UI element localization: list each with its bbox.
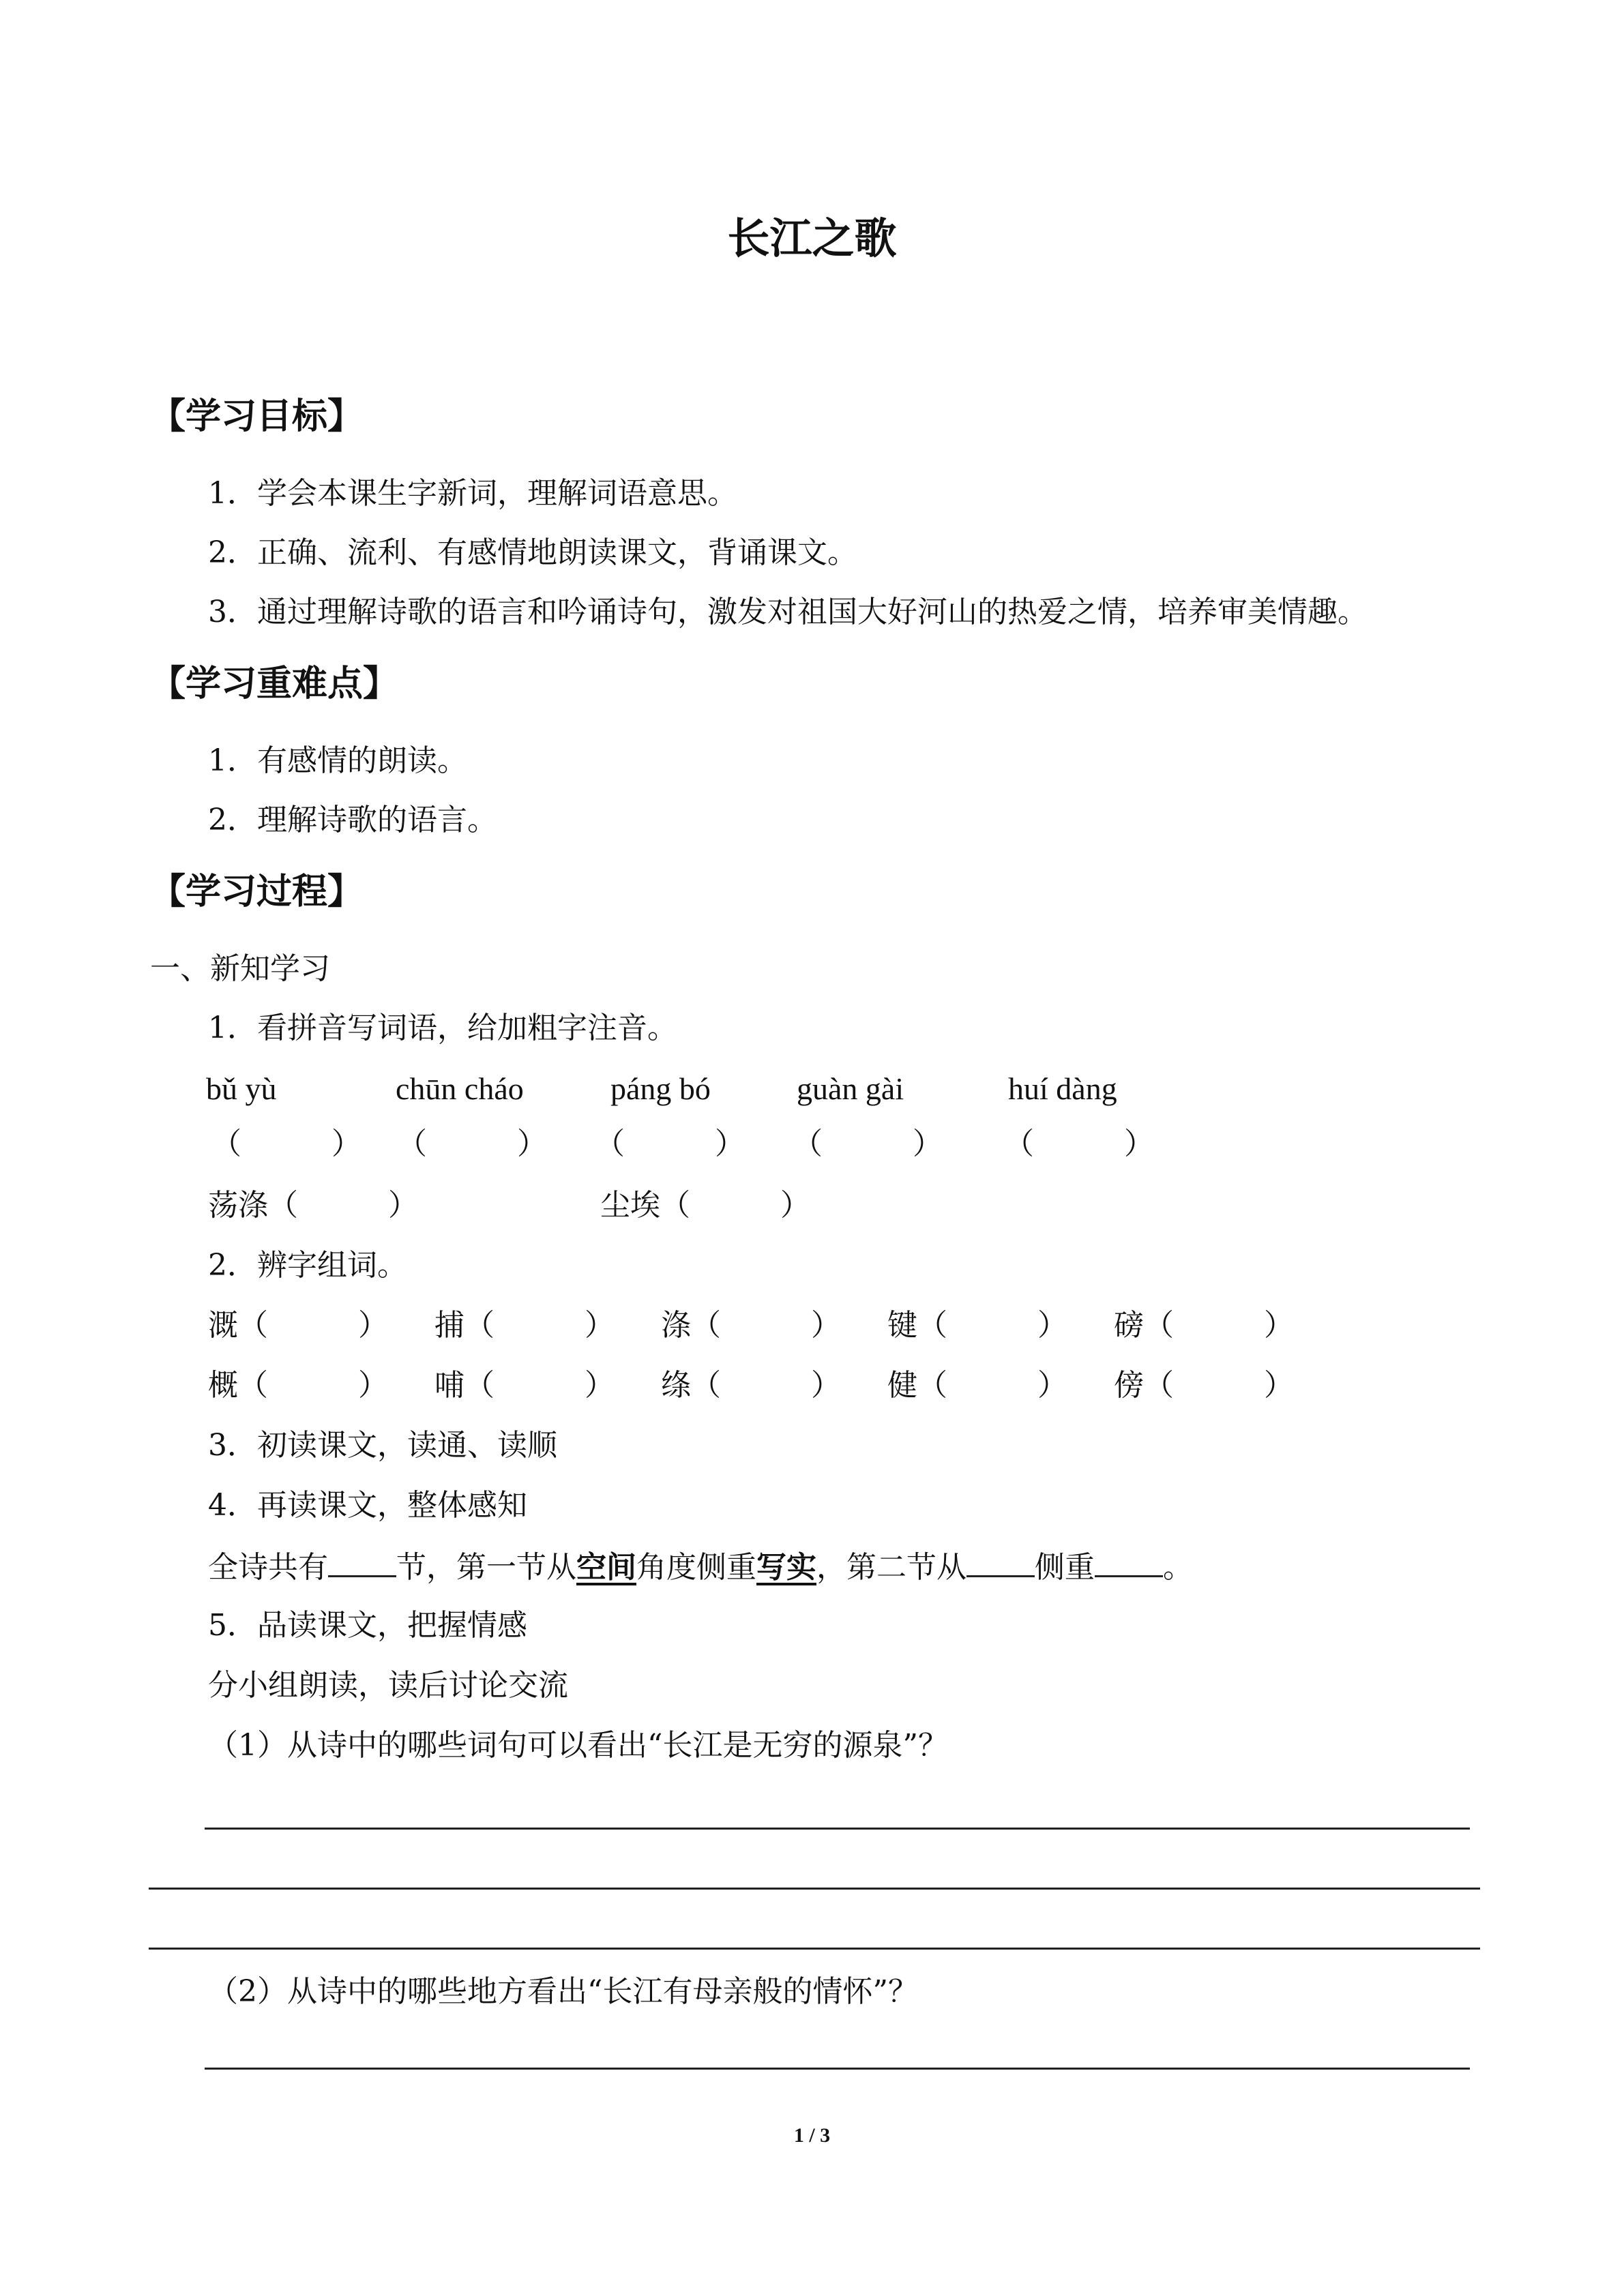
fill-example-word-2: 写实 <box>756 1550 816 1585</box>
annotate-word-1-text: 荡涤 <box>208 1188 268 1223</box>
char-blank-2-1[interactable]: （ ） <box>238 1368 388 1403</box>
char-blank-1-4[interactable]: （ ） <box>917 1308 1067 1343</box>
char-blank-2-4[interactable]: （ ） <box>917 1368 1067 1403</box>
annotate-word-2-text: 尘埃 <box>600 1188 660 1223</box>
question-2: 2．辨字组词。 <box>208 1248 407 1283</box>
question-5-subtitle: 分小组朗读，读后讨论交流 <box>208 1668 568 1703</box>
question-4-fill-line <box>208 1548 1193 1586</box>
char-blank-1-3[interactable]: （ ） <box>691 1308 841 1343</box>
fill-text-4: ，第二节从 <box>816 1550 966 1585</box>
part-heading: 一、新知学习 <box>150 951 330 986</box>
char-blank-2-5[interactable]: （ ） <box>1144 1368 1294 1403</box>
section-heading-key-points: 【学习重难点】 <box>150 663 399 704</box>
sub-question-2: （2）从诗中的哪些地方看出“长江有母亲般的情怀”？ <box>208 1974 918 2009</box>
char-2-1: 概 <box>208 1368 238 1403</box>
char-blank-1-1[interactable]: （ ） <box>238 1308 388 1343</box>
fill-blank-3[interactable] <box>1095 1548 1163 1577</box>
answer-line-3[interactable] <box>149 1948 1480 1950</box>
char-2-3: 绦 <box>661 1368 691 1403</box>
annotate-word-1-blank[interactable]: （ ） <box>268 1188 418 1223</box>
fill-text-5: 侧重 <box>1035 1550 1095 1585</box>
pinyin-3: páng bó <box>610 1071 711 1106</box>
char-1-3: 涤 <box>661 1308 691 1343</box>
answer-blank-3[interactable]: （ ） <box>595 1127 745 1161</box>
char-blank-2-3[interactable]: （ ） <box>691 1368 841 1403</box>
question-1: 1．看拼音写词语，给加粗字注音。 <box>208 1011 677 1045</box>
answer-blank-4[interactable]: （ ） <box>793 1127 943 1161</box>
char-blank-1-5[interactable]: （ ） <box>1144 1308 1294 1343</box>
annotate-word-1 <box>208 1188 418 1224</box>
char-blank-2-2[interactable]: （ ） <box>464 1368 615 1403</box>
fill-text-1: 全诗共有 <box>208 1550 328 1585</box>
question-5: 5．品读课文，把握情感 <box>208 1608 527 1643</box>
goal-item-2: 2．正确、流利、有感情地朗读课文，背诵课文。 <box>208 535 857 570</box>
char-blank-1-2[interactable]: （ ） <box>464 1308 615 1343</box>
question-4: 4．再读课文，整体感知 <box>208 1488 527 1523</box>
char-2-5: 傍 <box>1114 1368 1144 1403</box>
char-1-2: 捕 <box>434 1308 464 1343</box>
goal-item-1: 1．学会本课生字新词，理解词语意思。 <box>208 476 737 511</box>
key-point-item-1: 1．有感情的朗读。 <box>208 743 467 778</box>
char-2-2: 哺 <box>434 1368 464 1403</box>
question-3: 3．初读课文，读通、读顺 <box>208 1428 557 1463</box>
page-title: 长江之歌 <box>727 213 897 263</box>
annotate-word-2 <box>600 1188 810 1224</box>
sub-question-1: （1）从诗中的哪些词句可以看出“长江是无穷的源泉”？ <box>208 1728 948 1763</box>
char-1-5: 磅 <box>1114 1308 1144 1343</box>
fill-blank-2[interactable] <box>966 1548 1035 1577</box>
key-point-item-2: 2．理解诗歌的语言。 <box>208 803 497 837</box>
char-1-4: 键 <box>887 1308 917 1343</box>
fill-example-word-1: 空间 <box>576 1550 636 1585</box>
fill-blank-1[interactable] <box>328 1548 396 1577</box>
goal-item-3: 3．通过理解诗歌的语言和吟诵诗句，激发对祖国大好河山的热爱之情，培养审美情趣。 <box>208 595 1368 629</box>
section-heading-process: 【学习过程】 <box>150 871 364 912</box>
char-row-2 <box>208 1368 1294 1404</box>
answer-line-2[interactable] <box>149 1888 1480 1890</box>
pinyin-4: guàn gài <box>797 1071 904 1106</box>
page-number: 1 / 3 <box>793 2124 831 2147</box>
fill-text-6: 。 <box>1163 1550 1193 1585</box>
answer-line-1[interactable] <box>205 1828 1470 1830</box>
pinyin-2: chūn cháo <box>396 1071 524 1106</box>
fill-text-2: 节，第一节从 <box>396 1550 576 1585</box>
answer-blank-2[interactable]: （ ） <box>397 1127 547 1161</box>
answer-blank-5[interactable]: （ ） <box>1004 1127 1154 1161</box>
answer-line-4[interactable] <box>205 2068 1470 2070</box>
char-1-1: 溉 <box>208 1308 238 1343</box>
fill-text-3: 角度侧重 <box>636 1550 756 1585</box>
section-heading-goals: 【学习目标】 <box>150 396 364 437</box>
annotate-word-2-blank[interactable]: （ ） <box>660 1188 810 1223</box>
char-2-4: 健 <box>887 1368 917 1403</box>
pinyin-1: bǔ yù <box>206 1071 277 1106</box>
pinyin-5: huí dàng <box>1008 1071 1117 1106</box>
char-row-1 <box>208 1308 1294 1344</box>
answer-blank-1[interactable]: （ ） <box>211 1127 361 1161</box>
